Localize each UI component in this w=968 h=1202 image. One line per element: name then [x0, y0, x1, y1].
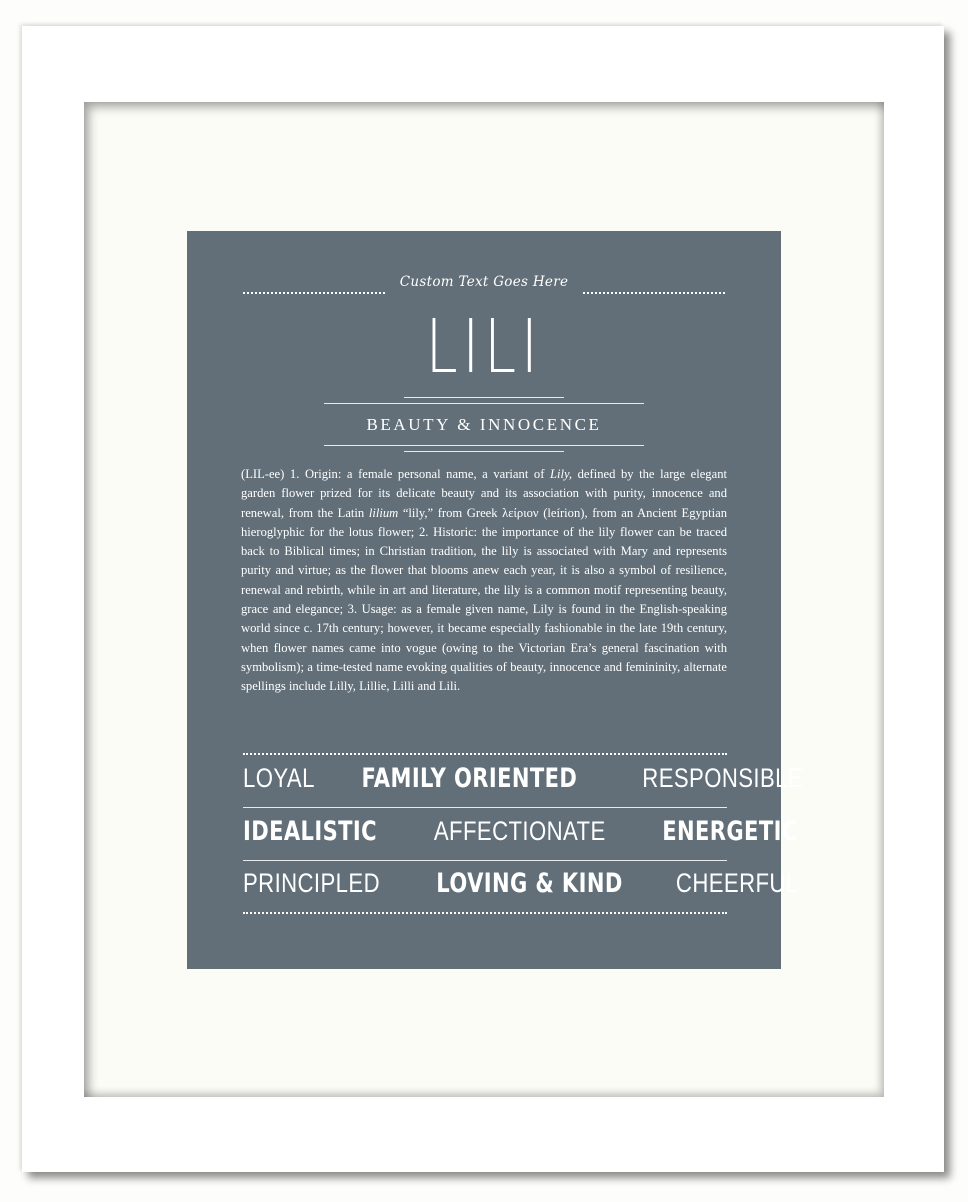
traits-row-3 [243, 868, 799, 908]
traits-row-2 [243, 816, 798, 856]
meaning-underline-1 [324, 445, 644, 446]
name-art-print [187, 231, 804, 969]
traits-divider-1 [243, 807, 727, 808]
trait-5: AFFECTIONATE [433, 816, 606, 846]
name-underline-2 [324, 403, 644, 404]
definition-emphasis-1: Lily, [549, 467, 573, 481]
trait-2: FAMILY ORIENTED [361, 763, 577, 794]
definition-text-1: (LIL-ee) 1. Origin: a female personal name, a variant of [241, 467, 550, 481]
custom-text: Custom Text Goes Here [399, 274, 569, 290]
traits-row-1 [243, 763, 804, 803]
definition-emphasis-2: lilium [368, 505, 399, 520]
traits-top-dotted-divider [243, 753, 727, 755]
trait-3: RESPONSIBLE [642, 763, 804, 793]
name-underline-1 [404, 397, 564, 398]
trait-1: LOYAL [243, 763, 315, 793]
name-definition [241, 465, 727, 697]
definition-text-3: “lily,” from Greek λείριον (leírion), from an Ancient Egyptian hieroglyphic for the lotus flower; 2. Historic: the importance of the lily flower can be traced back to Biblical times; in Christian tradition, the lily is associated with Mary and represents purity and virtue; as the flower that blooms anew each year, it is also a symbol of resilience, renewal and rebirth, while in art and literature, the lily is a common motif representing beauty, grace and elegance; 3. Usage: as a female given name, Lily is found in the English-speaking world since c. 17th century; however, it became especially fashionable in the late 19th century, when flower names came into vogue (owing to the Victorian Era’s general fascination with symbolism); a time-tested name evoking qualities of beauty, innocence and femininity, alternate spellings include Lilly, Lillie, Lilli and Lili. [241, 505, 727, 694]
traits-bottom-dotted-divider [243, 912, 727, 914]
name-meaning: BEAUTY & INNOCENCE [366, 415, 602, 434]
meaning-underline-2 [404, 451, 564, 452]
trait-4: IDEALISTIC [243, 816, 377, 847]
name-title: LILI [425, 304, 543, 390]
trait-8: LOVING & KIND [436, 868, 623, 899]
trait-7: PRINCIPLED [243, 868, 380, 898]
top-right-dotted-divider [583, 292, 725, 294]
traits-divider-2 [243, 860, 727, 861]
trait-6: ENERGETIC [662, 816, 798, 847]
definition-text-2: defined by the large elegant garden flower prized for its delicate beauty and its association with purity, innocence and renewal, from the Latin [241, 467, 727, 520]
trait-9: CHEERFUL [675, 868, 799, 898]
top-left-dotted-divider [243, 292, 385, 294]
